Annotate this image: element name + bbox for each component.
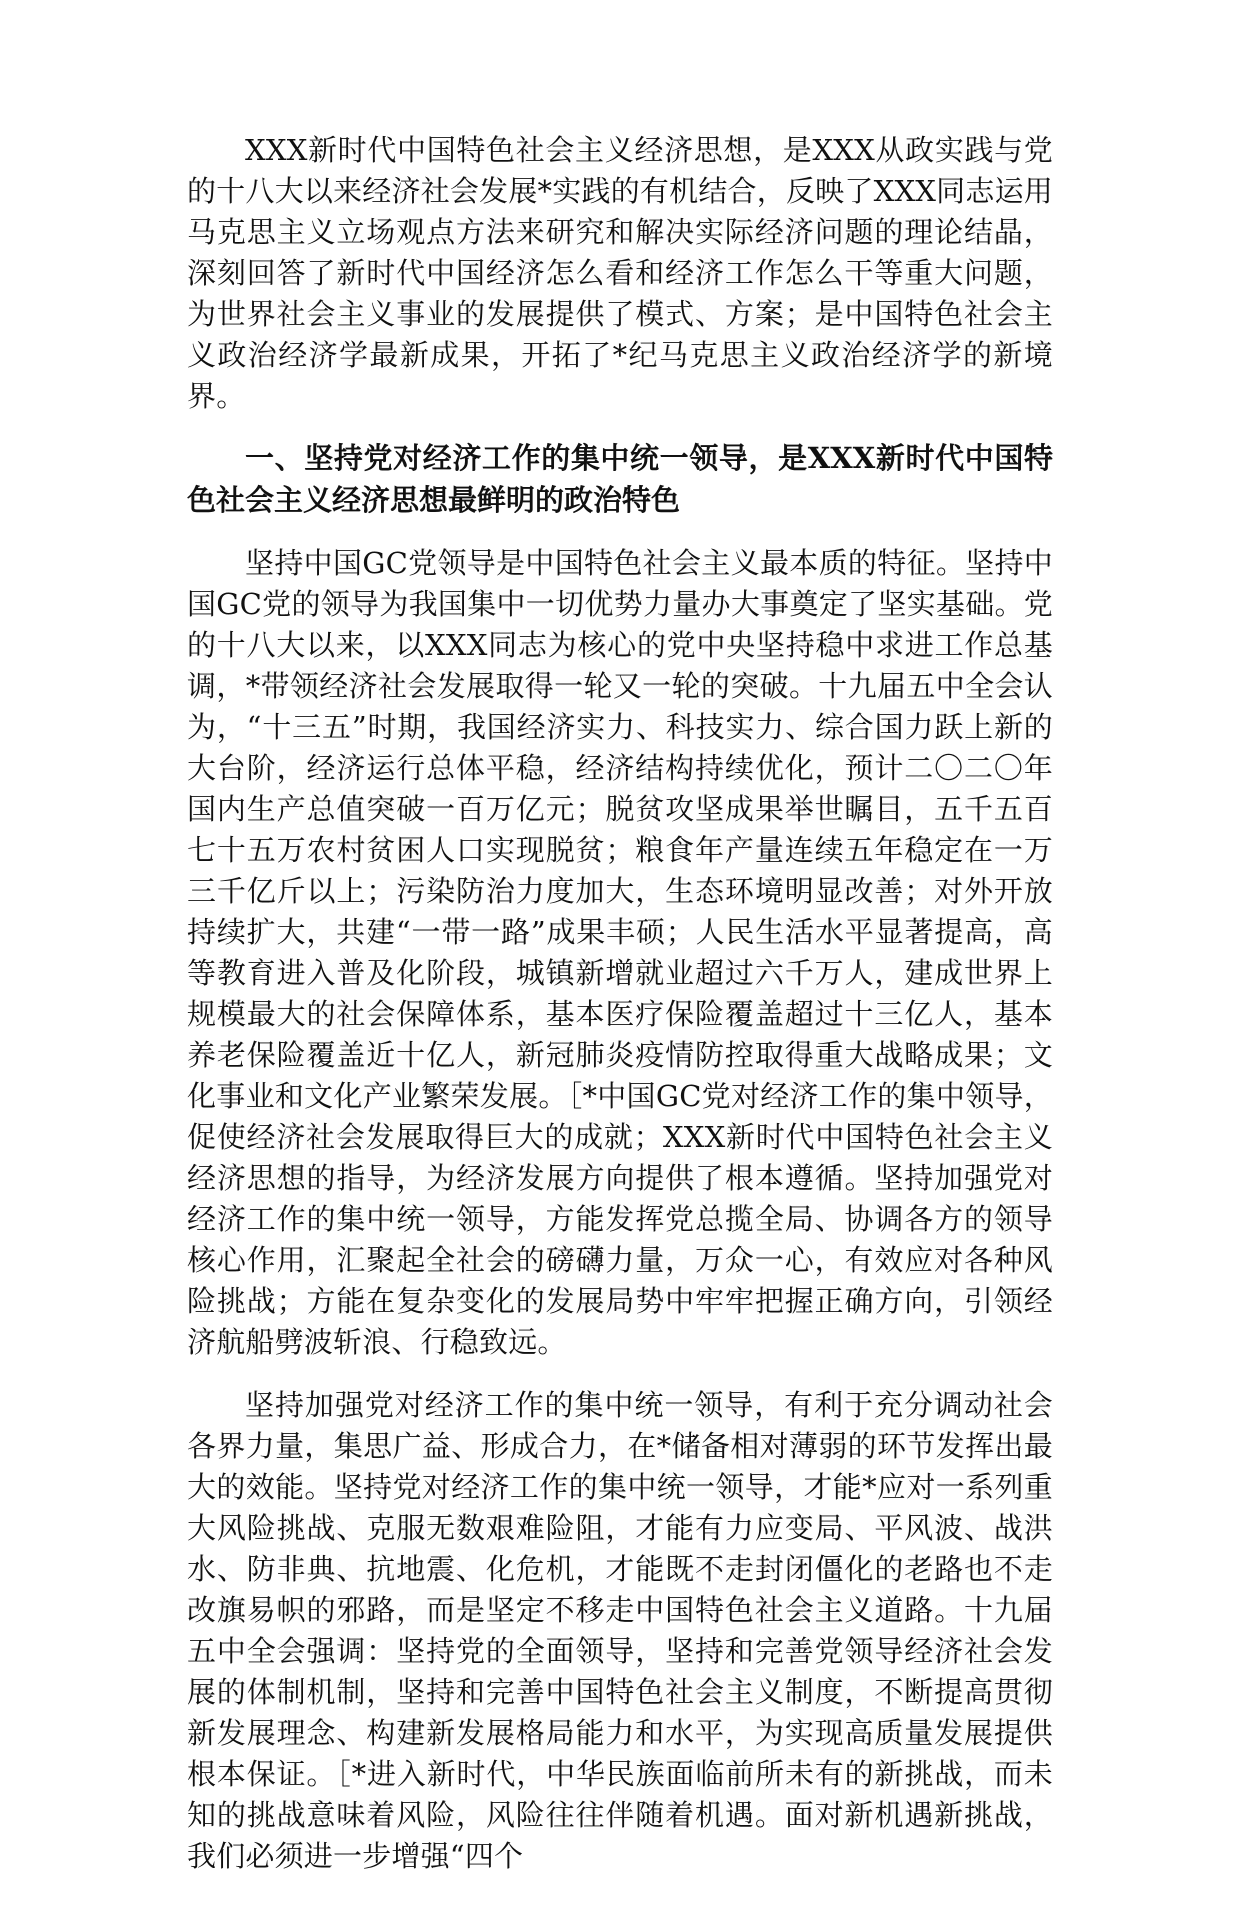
document-page (187, 130, 1053, 1905)
body-paragraph-2: 坚持加强党对经济工作的集中统一领导，有利于充分调动社会各界力量，集思广益、形成合力，在*储备相对薄弱的环节发挥出最大的效能。坚持党对经济工作的集中统一领导，才能*应对一系列重大风险挑战、克服无数艰难险阻，才能有力应变局、平风波、战洪水、防非典、抗地震、化危机，才能既不走封闭僵化的老路也不走改旗易帜的邪路，而是坚定不移走中国特色社会主义道路。十九届五中全会强调：坚持党的全面领导，坚持和完善党领导经济社会发展的体制机制，坚持和完善中国特色社会主义制度，不断提高贯彻新发展理念、构建新发展格局能力和水平，为实现高质量发展提供根本保证。［*进入新时代，中华民族面临前所未有的新挑战，而未知的挑战意味着风险，风险往往伴随着机遇。面对新机遇新挑战，我们必须进一步增强“四个 (187, 1388, 1053, 1873)
body-paragraph-1: 坚持中国GC党领导是中国特色社会主义最本质的特征。坚持中国GC党的领导为我国集中一切优势力量办大事奠定了坚实基础。党的十八大以来，以XXX同志为核心的党中央坚持稳中求进工作总基调，*带领经济社会发展取得一轮又一轮的突破。十九届五中全会认为，“十三五”时期，我国经济实力、科技实力、综合国力跃上新的大台阶，经济运行总体平稳，经济结构持续优化，预计二〇二〇年国内生产总值突破一百万亿元；脱贫攻坚成果举世瞩目，五千五百七十五万农村贫困人口实现脱贫；粮食年产量连续五年稳定在一万三千亿斤以上；污染防治力度加大，生态环境明显改善；对外开放持续扩大，共建“一带一路”成果丰硕；人民生活水平显著提高，高等教育进入普及化阶段，城镇新增就业超过六千万人，建成世界上规模最大的社会保障体系，基本医疗保险覆盖超过十三亿人，基本养老保险覆盖近十亿人，新冠肺炎疫情防控取得重大战略成果；文化事业和文化产业繁荣发展。［*中国GC党对经济工作的集中领导，促使经济社会发展取得巨大的成就；XXX新时代中国特色社会主义经济思想的指导，为经济发展方向提供了根本遵循。坚持加强党对经济工作的集中统一领导，方能发挥党总揽全局、协调各方的领导核心作用，汇聚起全社会的磅礴力量，万众一心，有效应对各种风险挑战；方能在复杂变化的发展局势中牢牢把握正确方向，引领经济航船劈波斩浪、行稳致远。 (187, 546, 1053, 1359)
section-heading: 一、坚持党对经济工作的集中统一领导，是XXX新时代中国特色社会主义经济思想最鲜明的政治特色 (187, 441, 1053, 517)
intro-paragraph: XXX新时代中国特色社会主义经济思想，是XXX从政实践与党的十八大以来经济社会发展*实践的有机结合，反映了XXX同志运用马克思主义立场观点方法来研究和解决实际经济问题的理论结晶，深刻回答了新时代中国经济怎么看和经济工作怎么干等重大问题，为世界社会主义事业的发展提供了模式、方案；是中国特色社会主义政治经济学最新成果，开拓了*纪马克思主义政治经济学的新境界。 (187, 133, 1053, 413)
